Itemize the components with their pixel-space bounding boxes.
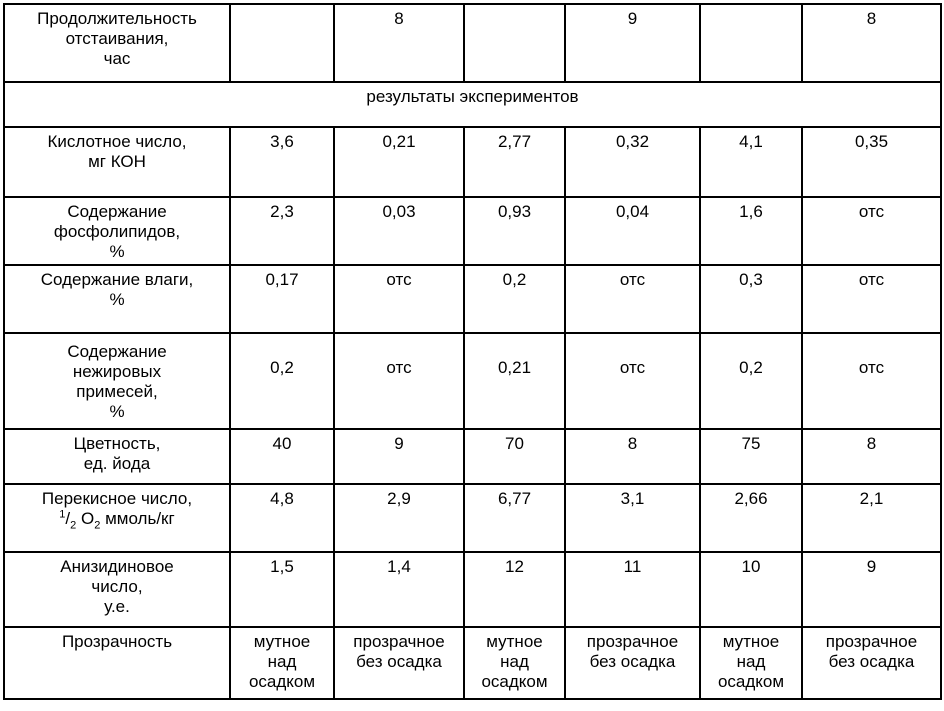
- cell-value: 0,21: [464, 333, 565, 429]
- settling-label: Продолжительность отстаивания, час: [4, 4, 230, 82]
- cell-value: 2,77: [464, 127, 565, 197]
- cell-value: отс: [565, 265, 700, 333]
- settling-value: 9: [565, 4, 700, 82]
- cell-value: 70: [464, 429, 565, 484]
- row-clarity: [4, 627, 941, 699]
- row-label: Содержание фосфолипидов, %: [4, 197, 230, 265]
- settling-value: [464, 4, 565, 82]
- cell-value: 75: [700, 429, 802, 484]
- section-title: результаты экспериментов: [4, 82, 941, 127]
- row-label: Перекисное число, $^1/_2$ $O_2$ ммоль/кг: [4, 484, 230, 552]
- row-label: Цветность, ед. йода: [4, 429, 230, 484]
- cell-value: отс: [334, 265, 464, 333]
- cell-value: отс: [802, 333, 941, 429]
- row-peroxide: [4, 484, 941, 552]
- cell-value: мутное над осадком: [464, 627, 565, 699]
- row-nonfat-impurities: [4, 333, 941, 429]
- cell-value: 1,4: [334, 552, 464, 627]
- cell-value: 2,1: [802, 484, 941, 552]
- cell-value: прозрачное без осадка: [565, 627, 700, 699]
- cell-value: прозрачное без осадка: [334, 627, 464, 699]
- row-label: Прозрачность: [4, 627, 230, 699]
- cell-value: 0,17: [230, 265, 334, 333]
- cell-value: 0,21: [334, 127, 464, 197]
- settling-value: [700, 4, 802, 82]
- cell-value: отс: [802, 265, 941, 333]
- row-phospholipids: [4, 197, 941, 265]
- row-settling: [4, 4, 941, 82]
- cell-value: 0,32: [565, 127, 700, 197]
- row-color: [4, 429, 941, 484]
- cell-value: 12: [464, 552, 565, 627]
- row-label: Содержание влаги, %: [4, 265, 230, 333]
- cell-value: 0,3: [700, 265, 802, 333]
- cell-value: 4,1: [700, 127, 802, 197]
- cell-value: 8: [802, 429, 941, 484]
- cell-value: 2,3: [230, 197, 334, 265]
- row-section-title: [4, 82, 941, 127]
- row-label: Содержание нежировых примесей, %: [4, 333, 230, 429]
- cell-value: мутное над осадком: [230, 627, 334, 699]
- results-table: [3, 3, 942, 700]
- cell-value: 40: [230, 429, 334, 484]
- row-moisture: [4, 265, 941, 333]
- cell-value: 0,2: [230, 333, 334, 429]
- cell-value: отс: [802, 197, 941, 265]
- cell-value: 0,04: [565, 197, 700, 265]
- cell-value: 4,8: [230, 484, 334, 552]
- cell-value: 0,03: [334, 197, 464, 265]
- cell-value: 10: [700, 552, 802, 627]
- cell-value: 9: [334, 429, 464, 484]
- cell-value: 0,2: [700, 333, 802, 429]
- cell-value: 1,6: [700, 197, 802, 265]
- row-label: Анизидиновое число, у.е.: [4, 552, 230, 627]
- cell-value: отс: [334, 333, 464, 429]
- cell-value: отс: [565, 333, 700, 429]
- settling-value: 8: [802, 4, 941, 82]
- cell-value: 0,93: [464, 197, 565, 265]
- cell-value: 6,77: [464, 484, 565, 552]
- cell-value: 3,6: [230, 127, 334, 197]
- row-anisidine: [4, 552, 941, 627]
- cell-value: 0,2: [464, 265, 565, 333]
- cell-value: 3,1: [565, 484, 700, 552]
- cell-value: 0,35: [802, 127, 941, 197]
- row-acid-number: [4, 127, 941, 197]
- cell-value: 2,9: [334, 484, 464, 552]
- cell-value: 2,66: [700, 484, 802, 552]
- settling-value: [230, 4, 334, 82]
- cell-value: 11: [565, 552, 700, 627]
- cell-value: мутное над осадком: [700, 627, 802, 699]
- cell-value: прозрачное без осадка: [802, 627, 941, 699]
- cell-value: 1,5: [230, 552, 334, 627]
- row-label: Кислотное число, мг КОН: [4, 127, 230, 197]
- cell-value: 9: [802, 552, 941, 627]
- cell-value: 8: [565, 429, 700, 484]
- settling-value: 8: [334, 4, 464, 82]
